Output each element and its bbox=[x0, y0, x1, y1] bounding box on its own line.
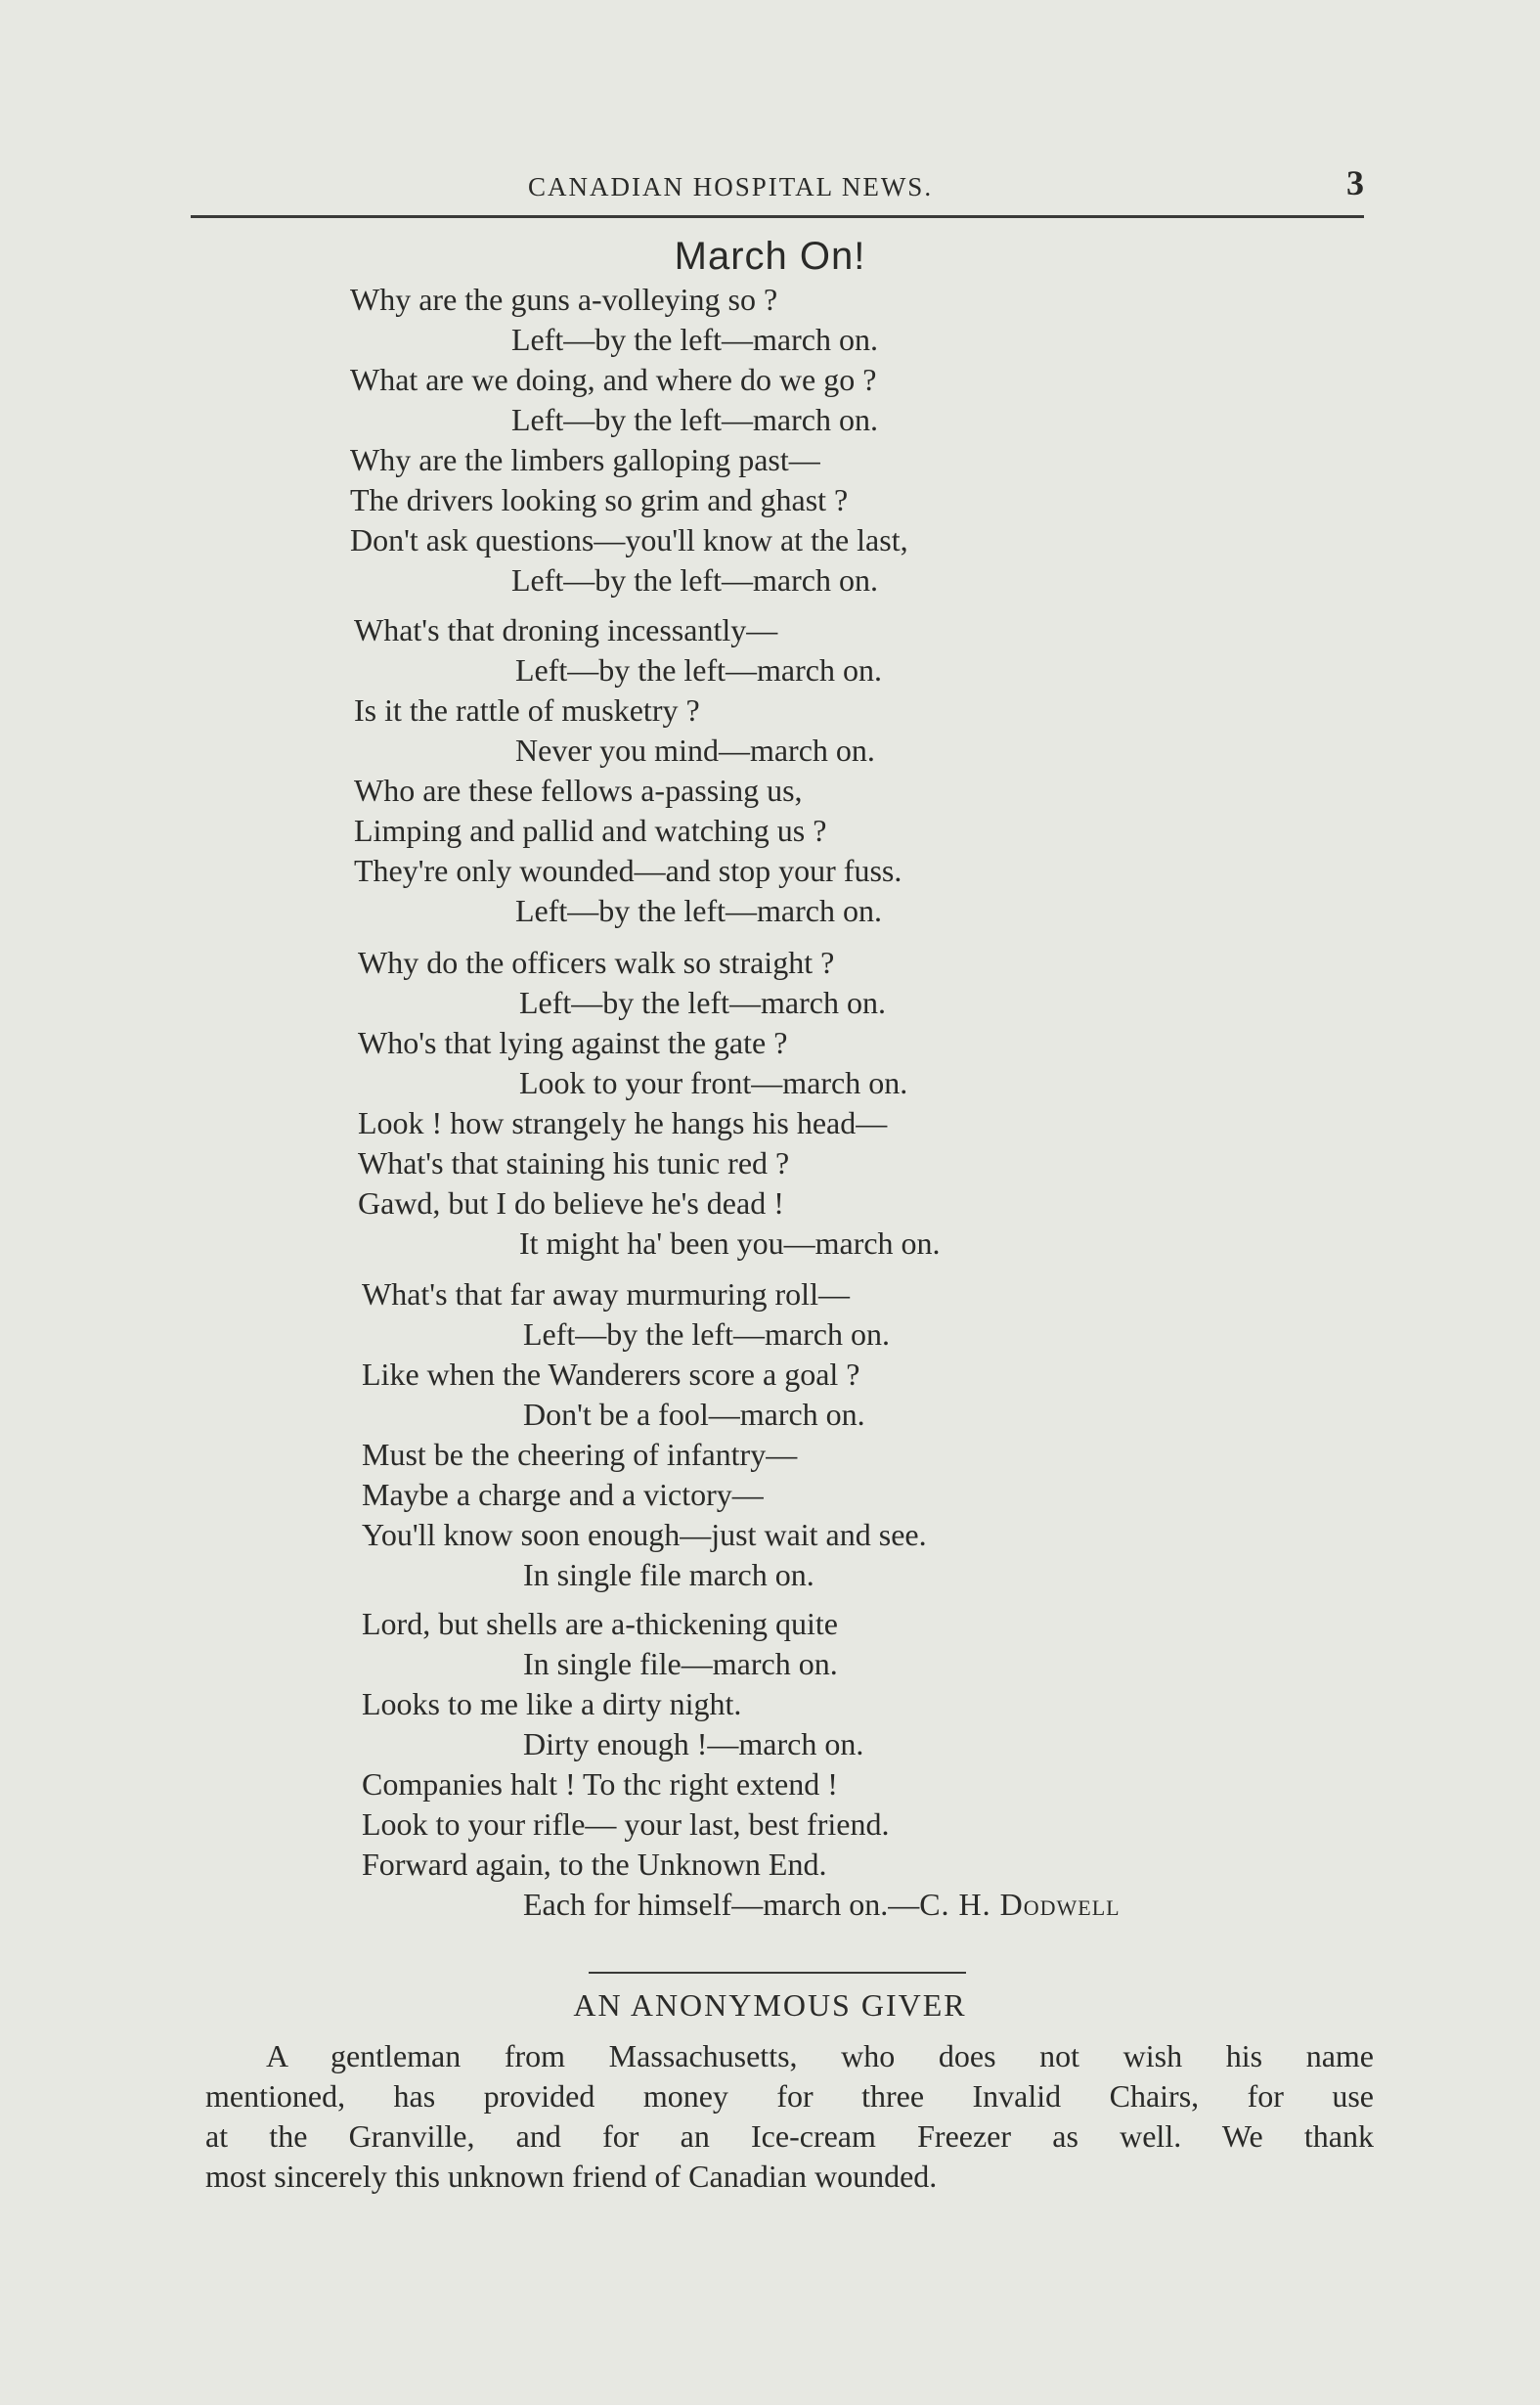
poem-line bbox=[354, 811, 826, 850]
poem-line bbox=[362, 1764, 838, 1804]
poem-line-text: Is it the rattle of musketry ? bbox=[354, 692, 700, 728]
poem-line bbox=[523, 1314, 890, 1354]
poem-line bbox=[354, 771, 803, 810]
poem-line-text: Left—by the left—march on. bbox=[519, 985, 886, 1020]
poem-line bbox=[519, 983, 886, 1022]
poem-line-text: Left—by the left—march on. bbox=[515, 652, 882, 688]
poem-line bbox=[511, 320, 878, 359]
poem-line-text: They're only wounded—and stop your fuss. bbox=[354, 853, 902, 888]
poem-line-text: The drivers looking so grim and ghast ? bbox=[350, 482, 849, 517]
poem-line-text: Left—by the left—march on. bbox=[511, 402, 878, 437]
poem-line-text: Forward again, to the Unknown End. bbox=[362, 1847, 827, 1882]
poem-line bbox=[362, 1845, 826, 1884]
page-number: 3 bbox=[1346, 163, 1364, 202]
poem-line bbox=[354, 690, 700, 730]
poem-line bbox=[350, 360, 876, 399]
poem-line-text: Each for himself—march on.— bbox=[523, 1887, 920, 1922]
poem-line bbox=[358, 1023, 787, 1062]
poem-line-text: It might ha' been you—march on. bbox=[519, 1225, 941, 1261]
poem-line bbox=[523, 1555, 814, 1594]
article-line: mentioned, has provided money for three Invalid Chairs, for use bbox=[205, 2078, 1374, 2114]
poem-line-text: Why do the officers walk so straight ? bbox=[358, 945, 835, 980]
poem-line bbox=[362, 1515, 927, 1554]
poem-line bbox=[362, 1604, 838, 1643]
running-head bbox=[191, 163, 1364, 218]
poem-line bbox=[519, 1063, 907, 1102]
poem-line bbox=[515, 891, 882, 930]
poem-line-text: Like when the Wanderers score a goal ? bbox=[362, 1357, 860, 1392]
poem-line bbox=[523, 1395, 865, 1434]
poem-line-text: Limping and pallid and watching us ? bbox=[354, 813, 827, 848]
poem-line bbox=[362, 1475, 764, 1514]
poem-line bbox=[350, 480, 848, 519]
poem-line bbox=[354, 851, 902, 890]
poem-line bbox=[523, 1724, 863, 1763]
article-title: AN ANONYMOUS GIVER bbox=[573, 1987, 967, 2023]
poem-line-text: Maybe a charge and a victory— bbox=[362, 1477, 764, 1512]
poem-line-text: Left—by the left—march on. bbox=[511, 322, 878, 357]
poem-line-text: Left—by the left—march on. bbox=[511, 562, 878, 598]
poem-line bbox=[515, 731, 875, 770]
poem-line-text: Must be the cheering of infantry— bbox=[362, 1437, 798, 1472]
poem-line bbox=[354, 610, 777, 649]
poem-line-text: You'll know soon enough—just wait and see. bbox=[362, 1517, 927, 1552]
poem-line-text: Looks to me like a dirty night. bbox=[362, 1686, 742, 1721]
poem-title: March On! bbox=[674, 235, 866, 278]
poem-line-text: Companies halt ! To thc right extend ! bbox=[362, 1766, 838, 1802]
poem-line bbox=[523, 1885, 1121, 1924]
poem-line-text: What are we doing, and where do we go ? bbox=[350, 362, 877, 397]
poem-line bbox=[362, 1355, 860, 1394]
poem-line bbox=[519, 1224, 941, 1263]
poem-line bbox=[358, 1183, 784, 1223]
poem-line-text: Who's that lying against the gate ? bbox=[358, 1025, 788, 1060]
poem-line-text: Lord, but shells are a-thickening quite bbox=[362, 1606, 838, 1641]
article-line: at the Granville, and for an Ice-cream Freezer as well. We thank bbox=[205, 2118, 1374, 2154]
poem-line-text: What's that staining his tunic red ? bbox=[358, 1145, 790, 1180]
poem-line-text: Who are these fellows a-passing us, bbox=[354, 773, 803, 808]
poem-line-text: Gawd, but I do believe he's dead ! bbox=[358, 1185, 784, 1221]
poem-line bbox=[358, 1103, 887, 1142]
poem-attribution: C. H. Dodwell bbox=[919, 1887, 1121, 1922]
poem-line bbox=[358, 1143, 789, 1182]
poem-line-text: Don't be a fool—march on. bbox=[523, 1397, 865, 1432]
poem-line bbox=[362, 1274, 850, 1314]
poem-line-text: What's that droning incessantly— bbox=[354, 612, 778, 647]
poem-line-text: In single file march on. bbox=[523, 1557, 814, 1592]
poem-line-text: Look to your rifle— your last, best friend. bbox=[362, 1806, 890, 1842]
poem-line-text: In single file—march on. bbox=[523, 1646, 838, 1681]
poem-line-text: Why are the guns a-volleying so ? bbox=[350, 282, 778, 317]
poem-line-text: Left—by the left—march on. bbox=[515, 893, 882, 928]
journal-name: CANADIAN HOSPITAL NEWS. bbox=[528, 172, 934, 201]
poem-line bbox=[511, 560, 878, 600]
article-body bbox=[205, 2036, 1374, 2197]
poem-line bbox=[358, 943, 834, 982]
poem-line-text: What's that far away murmuring roll— bbox=[362, 1276, 850, 1312]
poem-line-text: Never you mind—march on. bbox=[515, 733, 875, 768]
poem-line bbox=[350, 440, 820, 479]
poem-line-text: Don't ask questions—you'll know at the last, bbox=[350, 522, 908, 557]
poem-line bbox=[350, 280, 777, 319]
poem-line-text: Look to your front—march on. bbox=[519, 1065, 908, 1100]
poem-line bbox=[511, 400, 878, 439]
poem-line-text: Why are the limbers galloping past— bbox=[350, 442, 820, 477]
poem-line-text: Dirty enough !—march on. bbox=[523, 1726, 864, 1761]
poem-line bbox=[362, 1435, 797, 1474]
poem-line-text: Look ! how strangely he hangs his head— bbox=[358, 1105, 888, 1140]
poem-line bbox=[362, 1684, 741, 1723]
poem-line-text: Left—by the left—march on. bbox=[523, 1316, 890, 1352]
article-line: most sincerely this unknown friend of Canadian wounded. bbox=[205, 2159, 938, 2194]
article-line: A gentleman from Massachusetts, who does not wish his name bbox=[266, 2038, 1374, 2073]
divider-rule bbox=[589, 1972, 966, 1974]
poem-line bbox=[523, 1644, 838, 1683]
poem-line bbox=[515, 650, 882, 690]
poem-line bbox=[350, 520, 908, 559]
poem-line bbox=[362, 1804, 889, 1844]
